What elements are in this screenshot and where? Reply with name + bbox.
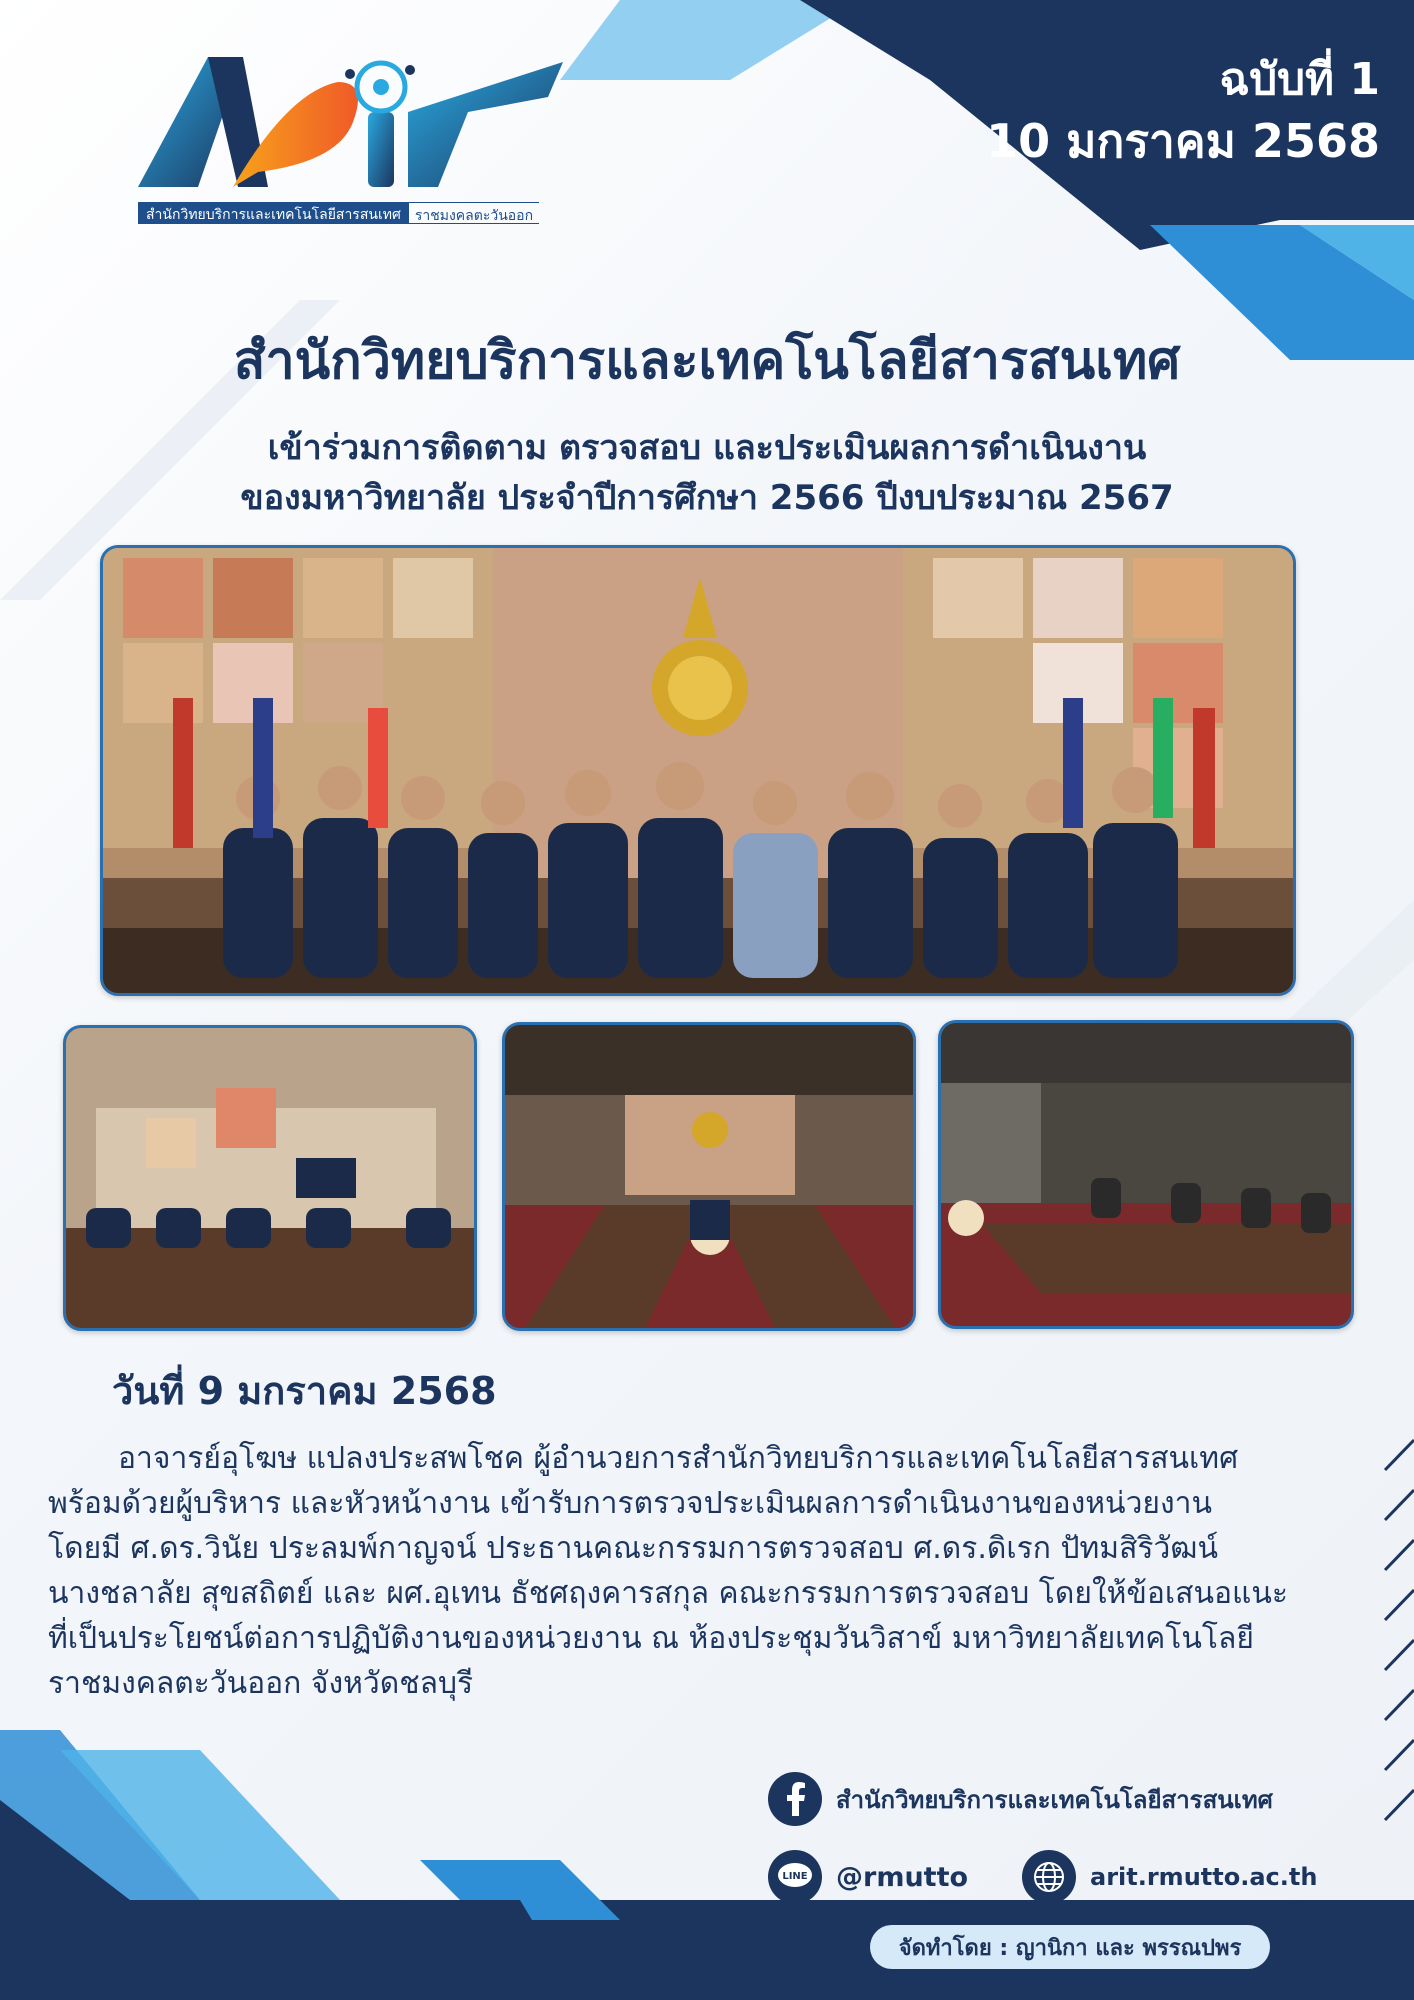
- logo-caption: [138, 202, 563, 224]
- credit-badge: จัดทำโดย : ญานิกา และ พรรณปพร: [870, 1925, 1270, 1969]
- logo-caption-org: สำนักวิทยบริการและเทคโนโลยีสารสนเทศ: [138, 202, 409, 224]
- issue-date: 10 มกราคม 2568: [986, 114, 1380, 168]
- logo-caption-university: ราชมงคลตะวันออก: [409, 202, 539, 224]
- body-line-2: พร้อมด้วยผู้บริหาร และหัวหน้างาน เข้ารับการตรวจประเมินผลการดำเนินงานของหน่วยงาน: [48, 1486, 1212, 1521]
- body-line-4: นางชลาลัย สุขสถิตย์ และ ผศ.อุเทน ธัชศฤงคารสกุล คณะกรรมการตรวจสอบ โดยให้ข้อเสนอแนะ: [48, 1576, 1288, 1611]
- issue-number: ฉบับที่ 1: [1219, 54, 1380, 105]
- article-body: [48, 1436, 1366, 1706]
- globe-icon: [1022, 1850, 1076, 1904]
- line-icon-text: LINE: [782, 1871, 808, 1882]
- event-date: วันที่ 9 มกราคม 2568: [112, 1369, 497, 1413]
- meeting-photo-2: [502, 1022, 916, 1331]
- arit-logo-mark: [138, 52, 563, 202]
- meeting-photo-3: [938, 1020, 1354, 1329]
- issue-info: [986, 50, 1380, 172]
- facebook-contact[interactable]: [768, 1772, 1273, 1826]
- arit-logo: [138, 52, 563, 227]
- body-line-6: ราชมงคลตะวันออก จังหวัดชลบุรี: [48, 1666, 474, 1701]
- body-line-5: ที่เป็นประโยชน์ต่อการปฏิบัติงานของหน่วยงาน ณ ห้องประชุมวันวิสาข์ มหาวิทยาลัยเทคโนโลยี: [48, 1621, 1254, 1656]
- page-title: สำนักวิทยบริการและเทคโนโลยีสารสนเทศ: [233, 331, 1181, 391]
- subtitle-line-2: ของมหาวิทยาลัย ประจำปีการศึกษา 2566 ปีงบประมาณ 2567: [240, 478, 1174, 518]
- main-group-photo: [100, 545, 1296, 996]
- facebook-label: สำนักวิทยบริการและเทคโนโลยีสารสนเทศ: [836, 1785, 1273, 1814]
- line-contact[interactable]: [768, 1850, 968, 1904]
- facebook-icon: [768, 1772, 822, 1826]
- website-label: arit.rmutto.ac.th: [1090, 1863, 1318, 1891]
- body-line-3: โดยมี ศ.ดร.วินัย ประลมพ์กาญจน์ ประธานคณะกรรมการตรวจสอบ ศ.ดร.ดิเรก ปัทมสิริวัฒน์: [48, 1531, 1218, 1566]
- subtitle-line-1: เข้าร่วมการติดตาม ตรวจสอบ และประเมินผลการดำเนินงาน: [267, 428, 1147, 468]
- line-icon: [768, 1850, 822, 1904]
- meeting-photo-1: [63, 1025, 477, 1331]
- body-line-1: อาจารย์อุโฆษ แปลงประสพโชค ผู้อำนวยการสำนักวิทยบริการและเทคโนโลยีสารสนเทศ: [118, 1441, 1239, 1476]
- website-contact[interactable]: [1022, 1850, 1317, 1904]
- line-label: @rmutto: [836, 1861, 969, 1893]
